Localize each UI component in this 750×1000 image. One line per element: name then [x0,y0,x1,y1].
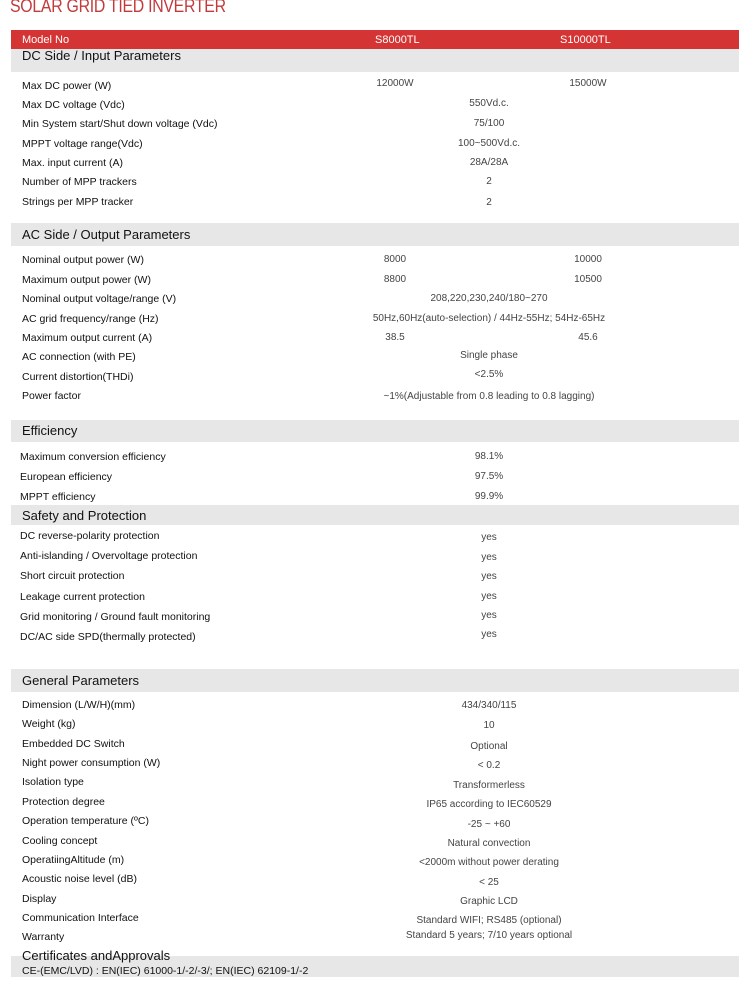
spec-label: Dimension (L/W/H)(mm) [22,699,136,711]
spec-label: Anti-islanding / Overvoltage protection [20,550,198,562]
spec-value: Natural convection [447,838,531,849]
spec-label: Number of MPP trackers [22,176,137,188]
spec-value: 208,220,230,240/180~270 [430,293,548,304]
spec-value: 10 [483,720,495,731]
spec-label: OperatiingAltitude (m) [22,854,125,866]
spec-value: Standard 5 years; 7/10 years optional [405,930,573,941]
spec-value: 2 [486,176,492,187]
spec-value-s10000tl: 45.6 [578,332,598,343]
spec-value: 550Vd.c. [469,98,509,109]
spec-value: -25 ~ +60 [467,819,511,830]
spec-label: Nominal output voltage/range (V) [22,293,177,305]
spec-value: < 0.2 [477,760,501,771]
spec-label: Short circuit protection [20,570,125,582]
spec-label: MPPT efficiency [20,491,96,503]
spec-label: Nominal output power (W) [22,254,144,266]
page-title: SOLAR GRID TIED INVERTER [10,0,226,16]
model-no-label: Model No [22,34,70,46]
spec-label: European efficiency [20,471,113,483]
spec-value: <2000m without power derating [419,857,559,868]
spec-value: ~1%(Adjustable from 0.8 leading to 0.8 lagging) [383,391,595,402]
section-title: Certificates andApprovals [22,948,171,963]
spec-value: 99.9% [474,491,504,502]
spec-label: Min System start/Shut down voltage (Vdc) [22,118,218,130]
spec-value: 28A/28A [469,157,509,168]
spec-label: CE-(EMC/LVD) : EN(IEC) 61000-1/-2/-3/; EN(IEC) 62109-1/-2 [22,965,309,977]
spec-label: Embedded DC Switch [22,738,125,750]
section-title: Safety and Protection [22,508,147,523]
spec-label: Maximum output current (A) [22,332,153,344]
spec-label: Communication Interface [22,912,139,924]
spec-value-s10000tl: 10000 [574,254,602,265]
spec-label: AC grid frequency/range (Hz) [22,313,159,325]
spec-label: Isolation type [22,776,84,788]
spec-label: AC connection (with PE) [22,351,136,363]
model-s10000tl: S10000TL [560,34,611,46]
spec-value-s10000tl: 10500 [574,274,602,285]
model-s8000tl: S8000TL [375,34,420,46]
section-band [11,420,739,442]
spec-value: Standard WIFI; RS485 (optional) [416,915,562,926]
spec-value-s8000tl: 12000W [376,78,414,89]
spec-value: 434/340/115 [461,700,517,711]
spec-value-s10000tl: 15000W [569,78,607,89]
spec-value: yes [481,532,497,543]
spec-label: Protection degree [22,796,105,808]
spec-label: Cooling concept [22,835,98,847]
spec-value: 97.5% [474,471,504,482]
spec-value: 2 [486,197,492,208]
spec-value: Optional [470,741,508,752]
spec-label: Weight (kg) [22,718,76,730]
spec-label: Acoustic noise level (dB) [22,873,137,885]
spec-value: 75/100 [473,118,505,129]
spec-label: Maximum conversion efficiency [20,451,166,463]
spec-value: yes [481,610,497,621]
spec-value: 98.1% [474,451,504,462]
spec-label: Maximum output power (W) [22,274,151,286]
spec-label: Strings per MPP tracker [22,196,134,208]
spec-label: Max DC voltage (Vdc) [22,99,125,111]
spec-value: yes [481,571,497,582]
spec-value: 50Hz,60Hz(auto-selection) / 44Hz-55Hz; 54Hz-65Hz [372,313,606,324]
spec-label: Grid monitoring / Ground fault monitoring [20,611,211,623]
spec-label: Operation temperature (ºC) [22,815,149,827]
spec-label: MPPT voltage range(Vdc) [22,138,143,150]
spec-label: Display [22,893,57,905]
spec-value: yes [481,629,497,640]
spec-label: DC/AC side SPD(thermally protected) [20,631,196,643]
spec-label: Current distortion(THDi) [22,371,134,383]
spec-value: 100~500Vd.c. [458,138,520,149]
spec-value-s8000tl: 38.5 [385,332,405,343]
spec-label: Leakage current protection [20,591,145,603]
spec-label: Warranty [22,931,65,943]
spec-label: Power factor [22,390,81,402]
spec-label: Max. input current (A) [22,157,123,169]
spec-value: yes [481,552,497,563]
section-title: Efficiency [22,423,78,438]
spec-value-s8000tl: 8000 [383,254,407,265]
spec-value: Graphic LCD [460,896,518,907]
spec-value: Transformerless [453,780,525,791]
spec-value: Single phase [460,350,518,361]
section-title: DC Side / Input Parameters [22,48,181,63]
spec-value: < 25 [479,877,499,888]
spec-value-s8000tl: 8800 [383,274,407,285]
spec-label: Max DC power (W) [22,80,112,92]
spec-value: IP65 according to IEC60529 [426,799,552,810]
spec-label: Night power consumption (W) [22,757,161,769]
spec-label: DC reverse-polarity protection [20,530,160,542]
spec-value: yes [481,591,497,602]
section-title: AC Side / Output Parameters [22,227,191,242]
spec-value: <2.5% [474,369,504,380]
section-title: General Parameters [22,673,140,688]
